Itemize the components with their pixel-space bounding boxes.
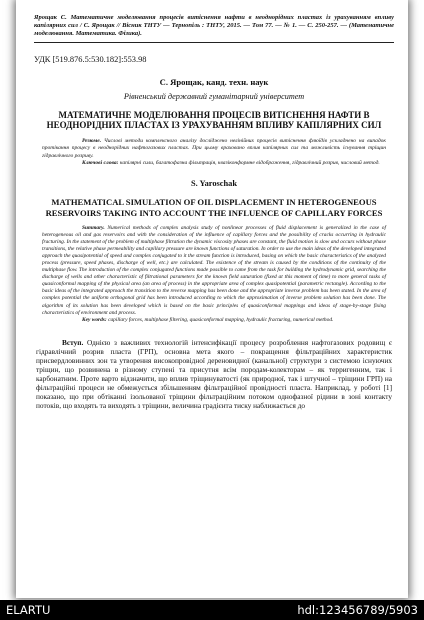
author-en: S. Yaroschak [190,179,238,189]
affiliation: Рівненський державний гуманітарний університет [123,91,305,101]
handle-identifier[interactable]: hdl:123456789/5903 [297,603,418,617]
intro-text: Однією з важливих технологій інтенсифікації процесу розроблення нафтогазових родовищ є гідравлічний розрив пласта (ГРП), основна мета якого – покращення фільтраційних характеристик присвердловинних зон та утворення високопровідної дереновидної (канальної) структури з системою існуючих тріщин, що розвинена в різному ступені та присутня всім породам-колекторам – як терригенним, так і карбонатним. Проте варто відзначити, що вплив тріщинуватості (як природної, так і штучної – тріщини ГРП) на фільтраційні процеси не обмежується збільшенням фільтраційної провідності пласта. Наприклад, у роботі [1] показано, що при обтіканні ізольованої тріщини фільтраційним потоком однофазної рідини в зоні контакту потоків, що входять та виходять з тріщини, величина градієнта тиску наближається до [36,337,392,411]
keywords-label-uk: Ключові слова: [82,160,119,167]
paper-content [34,14,394,410]
paper-page [16,0,408,598]
paper-title-uk: МАТЕМАТИЧНЕ МОДЕЛЮВАННЯ ПРОЦЕСІВ ВИТІСНЕННЯ НАФТИ В НЕОДНОРІДНИХ ПЛАСТАХ ІЗ УРАХУВАННЯМ ВПЛИВУ КАПІЛЯРНИХ СИЛ [46,109,382,131]
intro-label: Вступ. [62,337,84,347]
summary-en [34,225,394,317]
udk-code: УДК [519.876.5:530.182]:553.98 [34,54,147,64]
keywords-text-uk: капілярні сили, багатофазна фільтрація, квазіконформне відображення, гідравлічний розрив, числовий метод. [119,160,380,167]
author-line: С. Ярощак, канд. техн. наук [159,76,269,87]
keywords-label-en: Key words: [82,316,107,323]
keywords-en [34,317,394,324]
abstract-uk [34,138,394,160]
keywords-text-en: capillary forces, multiphase filtering, quasiconformal mapping, hydraulic fracturing, numerical method. [108,316,334,323]
summary-text: Numerical methods of complex analysis study of nonlinear processes of fluid displacement is generalized in the case of heterogeneous oil and gas reservoirs and with the consideration of the influence of capillary forces and the possibility of cracks occurring in hydraulic fracturing. In the statement of the problem of multiphase filtration the dynamic viscosity phases are constant, the fluid motion is slow and occurs without phase transitions, the relative phase permeability and capillary pressure are known functions of saturation. In order to use the main ideas of the developed integrated approach the quasipotential of speed and complex conjugated to it the stream function is introduced, basing on which the basic characteristics of the analyzed process (pressure, speed phases, discharge of well, etc.) are calculated. The existence of the stream is caused by the conditions of the continuity of the multiphase flow. The introduction of the complex conjugated functions made possible to came from the task for building the hydrodynamic grid, searching the discharge of wells and other characteristic of filtrational parameters for the known field saturation (fixed at this moment of time) to more general tasks of quasiconformal mapping of the physical area (an area of process) in the appropriate area of complex quasipotential (parametric rectangle). According to the basic ideas of the integrated approach the transition to the reverse mapping has been done and the appropriate inverse problem has been stated. In the area of complex potential the uniform orthogonal grid has been introduced according to which the approximation of inverse problem solution has been done. The algorithm of its solution has been developed which is based on the basic principles of quasiconformal mappings and ideas of stage-by-stage fixing characteristics of environment and process. [42,225,386,316]
viewer-footer-bar [0,600,424,620]
abstract-text: Числові методи комплексного аналізу досліджено нелінійних процесів витіснення флюїдів ускладнено на випадок протікання процесу в неоднорідних нафтогазових пластах. При цьому враховано вплив капілярних сил та можливість існування тріщин гідравлічного розриву. [42,137,386,159]
abstract-label: Резюме. [82,137,102,144]
keywords-uk [34,160,394,167]
paper-title-en: MATHEMATICAL SIMULATION OF OIL DISPLACEMENT IN HETEROGENEOUS RESERVOIRS TAKING INTO ACCOUNT THE INFLUENCE OF CAPILLARY FORCES [45,197,383,219]
summary-label: Summary. [82,225,105,232]
citation-header: Ярощак С. Математичне моделювання процесів витіснення нафти в неоднорідних пластах із урахуванням впливу капілярних сил / С. Ярощак // Вісник ТНТУ — Тернопіль : ТНТУ, 2015. — Том 77. — № 1. — С. 250-257. — (Математичне моделювання. Математика. Фізика). [34,14,394,43]
intro-paragraph [34,338,394,411]
repository-name: ELARTU [6,603,51,617]
